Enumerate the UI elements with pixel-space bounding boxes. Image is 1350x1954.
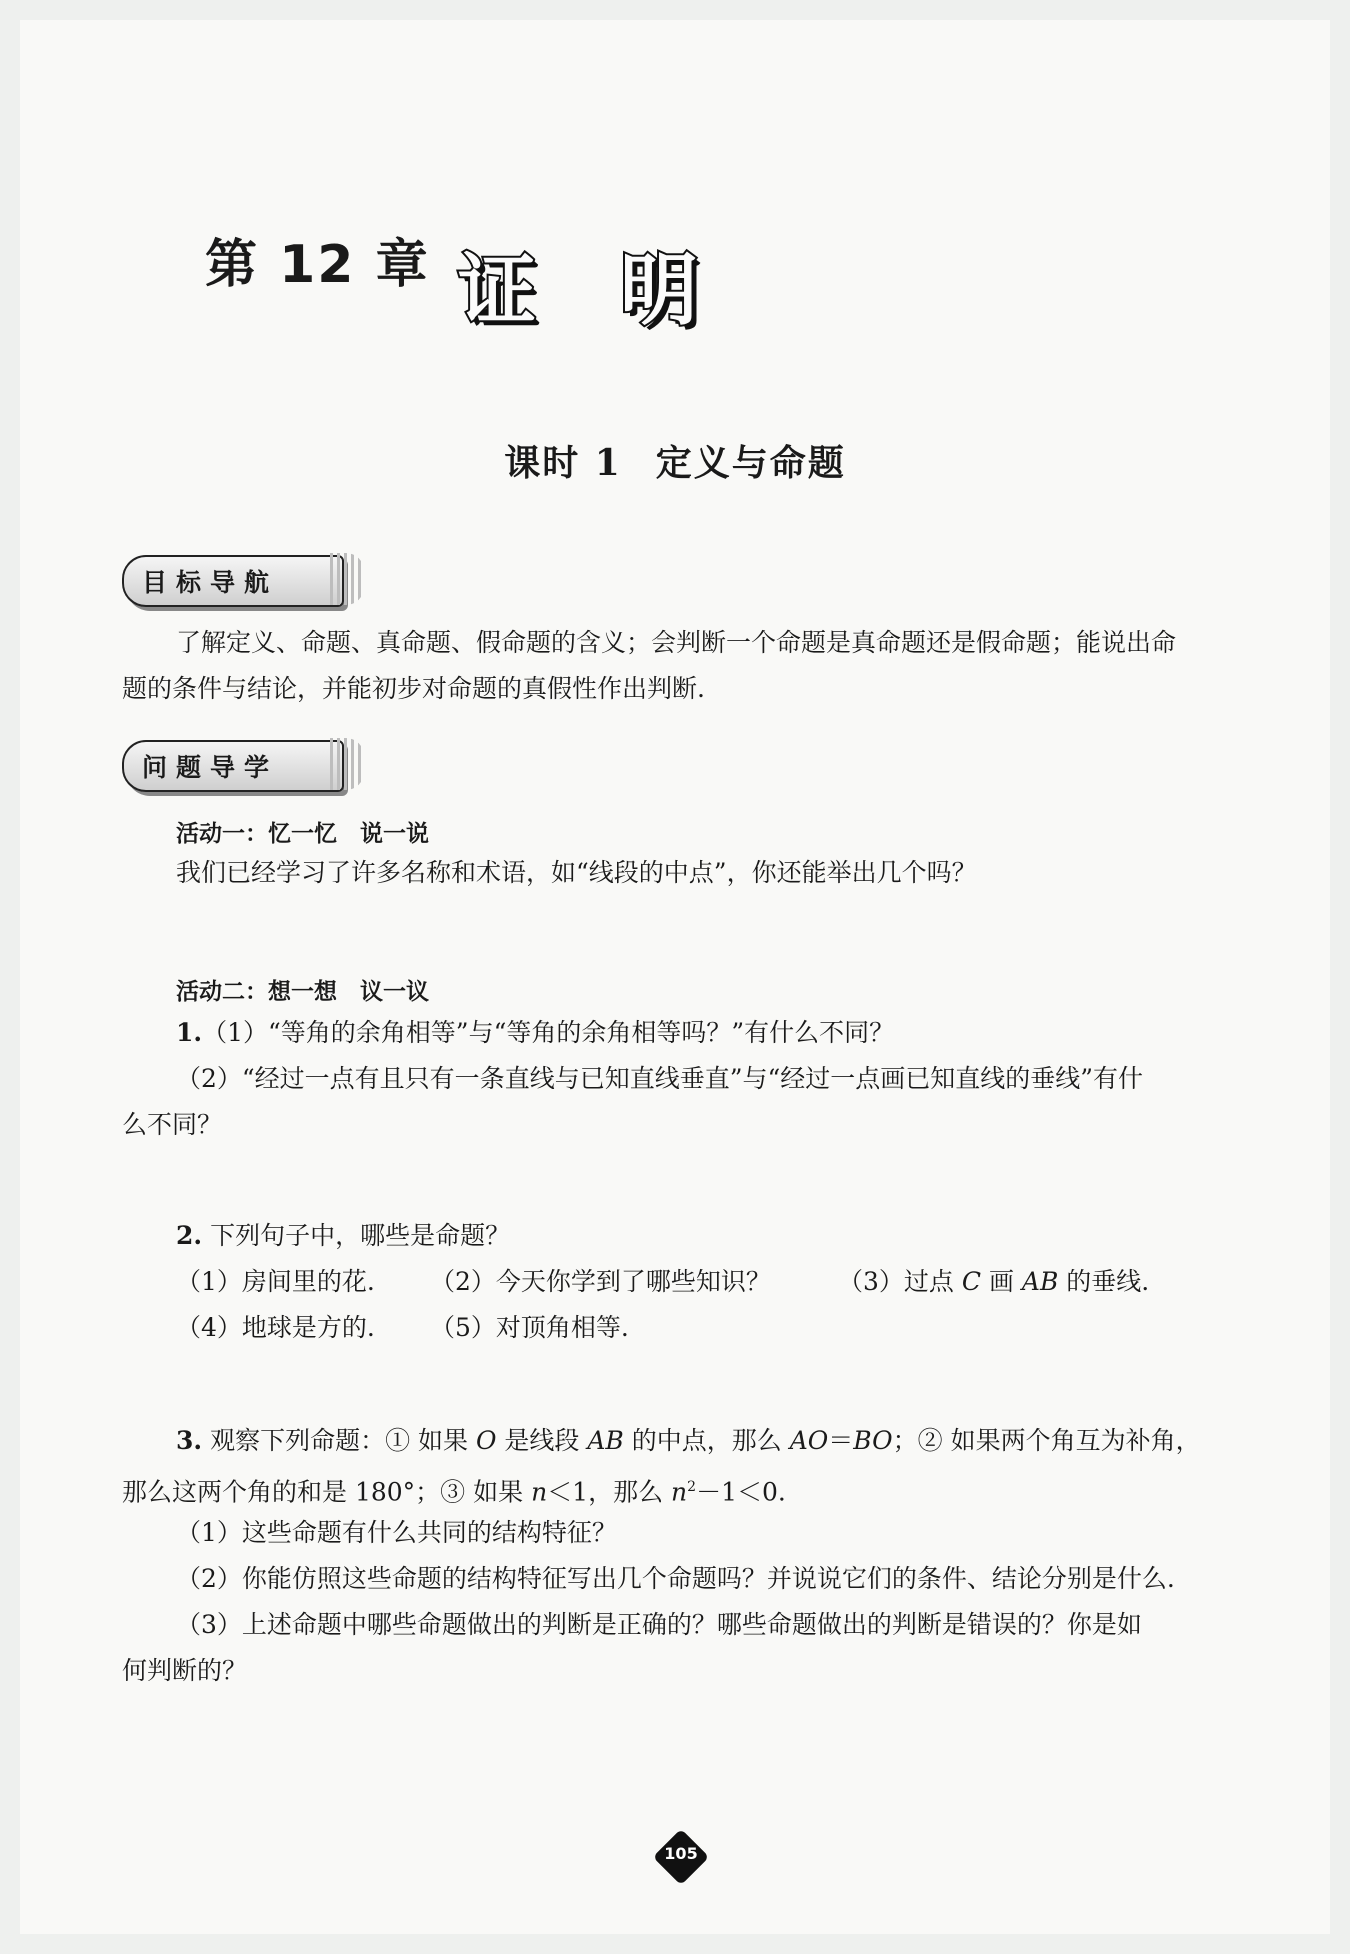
question-1-part-2-line-1: （2）“经过一点有且只有一条直线与已知直线垂直”与“经过一点画已知直线的垂线”有什 [176,1064,1144,1093]
question-2-option-2: （2）今天你学到了哪些知识？ [430,1267,771,1296]
lesson-name: 定义与命题 [655,442,846,484]
math-var: AB [1021,1267,1059,1296]
question-3-sub-3-line-1: （3）上述命题中哪些命题做出的判断是正确的？哪些命题做出的判断是错误的？你是如 [176,1610,1142,1639]
math-var: C [961,1267,981,1296]
question-2-option-5: （5）对顶角相等. [430,1313,629,1342]
question-1-part-2-line-2: 么不同？ [122,1110,223,1139]
question-number: 2. [176,1221,203,1250]
lesson-title [0,435,1350,486]
section-banner-guided-questions: 问题导学 [122,740,344,792]
math-var: n [671,1477,688,1507]
banner-decoration [330,738,364,790]
question-text: 是线段 [496,1426,588,1455]
activity-1-text: 我们已经学习了许多名称和术语，如“线段的中点”，你还能举出几个吗？ [176,858,977,887]
chapter-label: 第 12 章 [205,235,430,295]
option-text: （3）过点 [838,1267,962,1296]
question-text: ＜1，那么 [547,1477,672,1507]
question-1-part-1 [176,1010,894,1056]
math-var: n [531,1477,548,1507]
question-text: －1＜0. [696,1477,786,1507]
question-3-line-1 [176,1418,1201,1464]
math-var: AB [587,1426,624,1455]
question-text: ；② 如果两个角互为补角， [892,1426,1201,1455]
activity-2-heading: 活动二：想一想 议一议 [176,979,429,1005]
option-text: 画 [981,1267,1022,1296]
question-text: 的中点，那么 [623,1426,790,1455]
question-3-sub-2: （2）你能仿照这些命题的结构特征写出几个命题吗？并说说它们的条件、结论分别是什么. [176,1564,1175,1593]
chapter-title-char-1: 证 [458,246,537,336]
lesson-number: 课时 1 [504,442,622,484]
section-banner-goals: 目标导航 [122,555,344,607]
math-op: ＝ [828,1426,854,1455]
question-text: 观察下列命题：① 如果 [210,1426,476,1455]
question-number: 1. [176,1018,203,1047]
activity-1-heading: 活动一：忆一忆 说一说 [176,821,429,847]
page-number: 105 [664,1844,698,1863]
goals-text-line-2: 题的条件与结论，并能初步对命题的真假性作出判断. [122,674,705,703]
question-2-option-1: （1）房间里的花. [176,1267,375,1296]
goals-text-line-1: 了解定义、命题、真命题、假命题的含义；会判断一个命题是真命题还是假命题；能说出命 [176,628,1177,657]
page-number-badge [656,1832,706,1882]
chapter-title-char-2: 明 [620,246,699,336]
option-text: 的垂线. [1058,1267,1150,1296]
question-text: 下列句子中，哪些是命题？ [210,1221,511,1250]
question-text: （1）“等角的余角相等”与“等角的余角相等吗？”有什么不同？ [202,1018,895,1047]
math-var: BO [853,1426,893,1455]
question-3-line-2 [122,1464,786,1515]
banner-decoration [330,553,364,605]
question-number: 3. [176,1426,203,1455]
math-var: AO [789,1426,829,1455]
question-2-option-3 [838,1259,1149,1305]
question-text: 那么这两个角的和是 180°；③ 如果 [122,1477,532,1507]
question-2-option-4: （4）地球是方的. [176,1313,375,1342]
question-3-sub-3-line-2: 何判断的？ [122,1656,248,1685]
math-var: O [475,1426,497,1455]
math-exponent: 2 [687,1479,697,1495]
question-3-sub-1: （1）这些命题有什么共同的结构特征？ [176,1518,617,1547]
question-2-stem [176,1213,510,1259]
